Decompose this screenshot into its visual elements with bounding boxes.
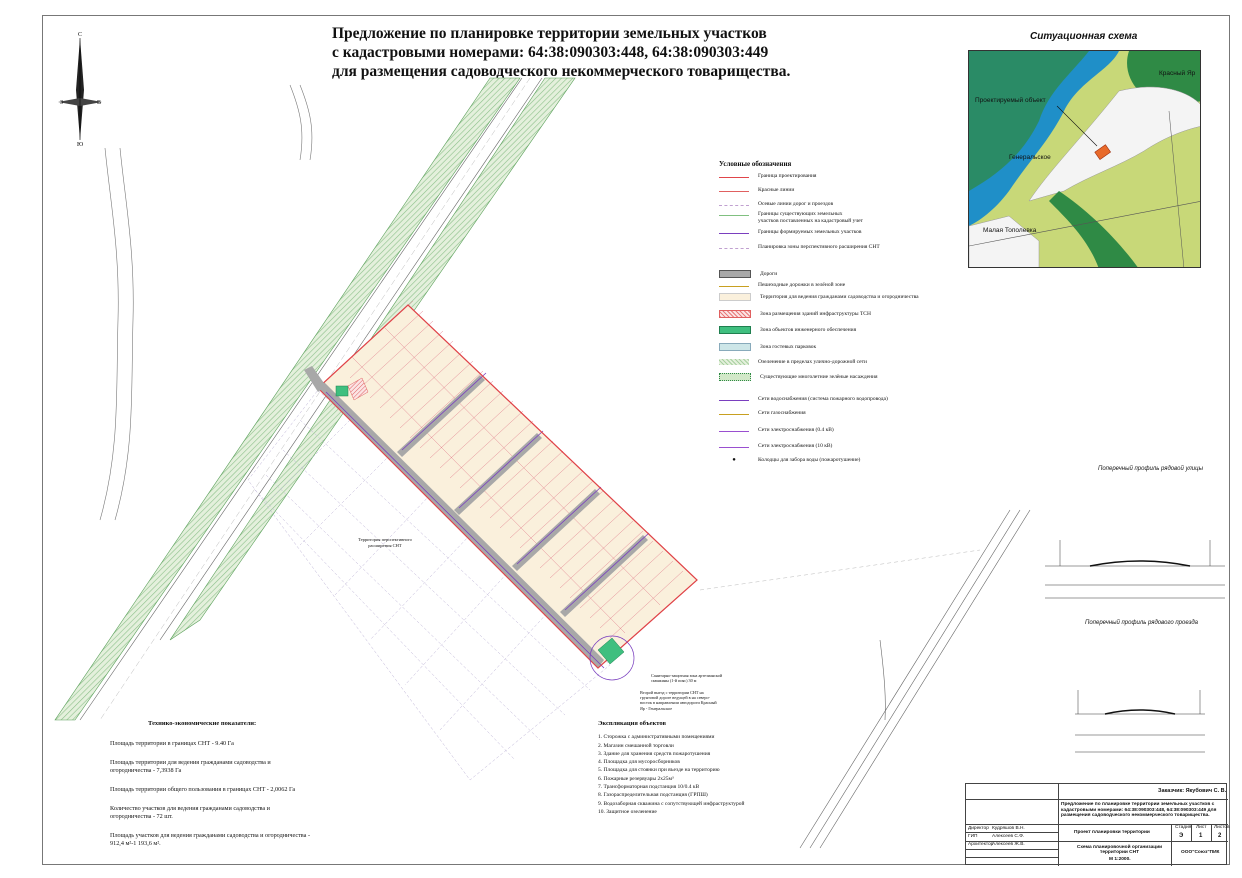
situation-label-krasny-yar: Красный Яр [1159,70,1196,77]
role: Архитектор [968,842,994,847]
explication-heading: Экспликация объектов [598,720,667,727]
organization: ООО"Союз"ПИК [1181,850,1220,855]
person: Кудряшов В.Н. [992,826,1025,831]
title-line-3: для размещения садоводческого некоммерческого товарищества. [332,63,791,80]
legend-title: Условные обозначения [719,160,792,168]
explication-item: 5. Площадка для стоянки при въезде на территорию [598,767,720,774]
legend-item: Планировка зоны перспективного расширения СНТ [719,243,959,251]
legend-item: Озеленение в пределах улично-дорожной сети [719,358,959,366]
role: ГИП [968,834,978,839]
tep-row: Количество участков для ведения гражданами садоводства и огородничества - 72 шт. [110,805,270,820]
explication-item: 9. Водозаборная скважина с сопутствующей инфраструктурой [598,800,745,807]
street-profile-drawing [1045,540,1225,598]
secondary-roads [100,85,312,520]
snt-parcels [304,301,697,680]
legend-item: Существующие многолетние зелёные насаждения [719,373,959,381]
explication-item: 6. Пожарные резервуары 2х25м³ [598,775,674,782]
situation-map-drawing [969,51,1201,268]
situation-label-malaya-topolevka: Малая Тополевка [983,227,1037,234]
passage-profile-drawing [1075,690,1205,752]
person: Алексеев С.Ф. [992,834,1025,839]
tep-row: Площадь территории для ведения гражданами садоводства и огородничества - 7,3938 Га [110,759,271,774]
sheets-value: 2 [1218,833,1222,839]
legend-item: Границы существующих земельных [719,210,959,218]
scale: М 1:2000. [1109,857,1131,862]
stage-value: Э [1179,833,1184,839]
sheet-head: Лист [1196,825,1207,830]
tep-block [110,720,310,859]
title-block [965,783,1230,865]
explication-item: 10. Защитное озеленение [598,808,657,815]
legend-item: Осевые линии дорог и проездов [719,200,959,208]
legend-item: Красные линии [719,186,959,194]
person: Алексеев Ж.В. [992,842,1025,847]
situation-label-object: Проектируемый объект [975,97,1046,104]
compass-south: Ю [77,142,84,148]
situation-title: Ситуационная схема [1030,31,1138,42]
legend-item: Зона объектов инженерного обеспечения [719,326,959,334]
title-line-1: Предложение по планировке территории земельных участков [332,25,767,42]
sheet-title: Схема планировочной организации территории СНТ [1076,845,1163,855]
legend-item: Территория для ведения гражданами садоводства и огородничества [719,293,959,301]
legend-item: Зона размещения зданий инфраструктуры ТСН [719,310,959,318]
legend-item: Сети электроснабжения (10 кВ) [719,442,959,450]
sheet-value: 1 [1199,833,1203,839]
compass-west: З [60,100,64,106]
explication-item: 4. Площадка для мусоросборников [598,759,680,766]
dashed-boundary [700,550,980,590]
explication-item: 8. Газораспределительная подстанция (ГРПШ) [598,792,708,799]
compass-east: В [97,100,102,106]
legend-item: Граница проектирования [719,172,959,180]
explication-item: 2. Магазин смешанной торговли [598,742,674,749]
situation-label-generalskoe: Генеральское [1009,154,1051,161]
legend-item: Дороги [719,270,959,278]
role: Директор [968,826,989,831]
explication-item: 1. Сторожка с административными помещениями [598,734,715,741]
legend-item: участков поставленных на кадастровый учет [758,218,863,224]
legend-item: ● Колодцы для забора воды (пожаротушение) [732,457,861,463]
legend-item: Сети водоснабжения (система пожарного водопровода) [719,395,959,403]
legend-item: Границы формируемых земельных участков [719,228,959,236]
explication-block [598,720,744,816]
north-arrow-icon [58,38,102,140]
legend-item: Зона гостевых парковок [719,343,959,351]
expansion-zone-label: Территория перспективного расширения СНТ [358,537,412,548]
customer: Заказчик: Якубович С. В. [1158,788,1227,794]
compass-north: С [78,32,83,38]
second-entrance-note: Второй выезд с территории СНТ на грунтовой дороге ведущей в на северо-восток в направлении автодороги Красный Яр - Генеральское [640,690,717,711]
stage-title: Проект планировки территории [1074,830,1150,835]
tep-row: Площадь территории общего пользования в границах СНТ - 2,0062 Га [110,786,296,793]
sheets-head: Листов [1214,825,1230,830]
tep-heading: Технико-экономические показатели: [148,720,257,727]
sanitary-zone-note: Санитарно-защитная зона артезианской скважины (1-й пояс) 30 м [651,673,723,684]
passage-profile-title: Поперечный профиль рядового проезда [1085,620,1198,626]
stage-head: Стадия [1175,825,1192,830]
legend-item: Пешеходные дорожки в зелёной зоне [719,281,959,289]
street-profile-title: Поперечный профиль рядовой улицы [1098,466,1203,472]
situation-map [968,50,1201,268]
explication-item: 3. Здание для хранения средств пожаротушения [598,750,711,757]
legend-item: Сети электроснабжения (0.4 кВ) [719,426,959,434]
tep-row: Площадь территории в границах СНТ - 9.40 Га [110,740,234,747]
project-name: Предложение по планировке территории земельных участков с кадастровыми номерами: 64:38:090303:448, 64:38:090303:449 для размещения садоводческого некоммерческого товарищества. [1061,802,1217,818]
explication-item: 7. Трансформаторная подстанция 10/0.4 кВ [598,784,700,791]
legend-item: Сети газоснабжения [719,409,959,417]
tep-row: Площадь участков для ведения гражданами садоводства и огородничества - 912,4 м²-1 193,6 м². [110,832,311,847]
title-line-2: с кадастровыми номерами: 64:38:090303:448, 64:38:090303:449 [332,44,769,61]
